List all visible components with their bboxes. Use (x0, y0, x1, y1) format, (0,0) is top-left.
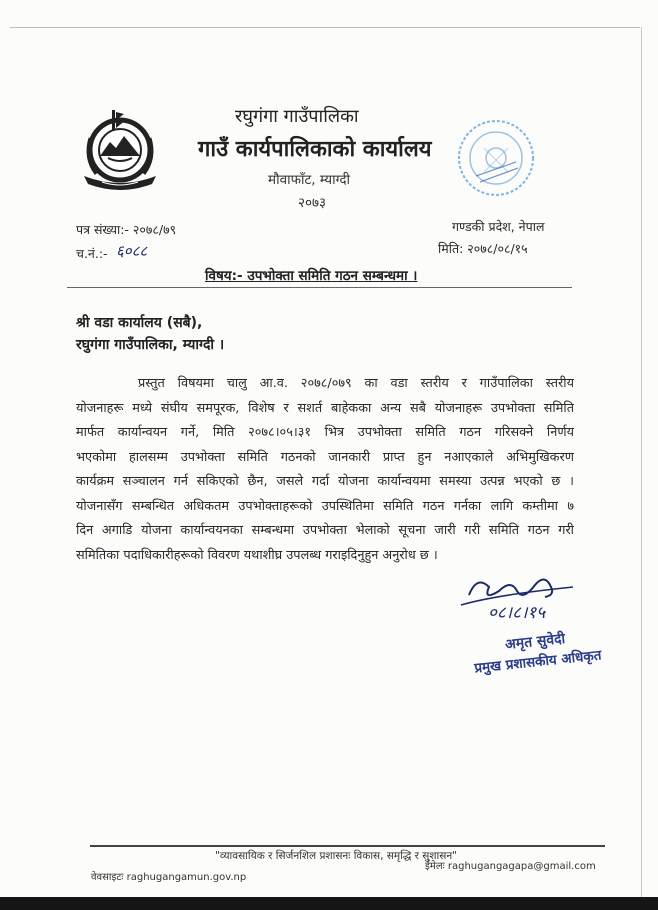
scan-edge (0, 897, 658, 910)
footer-slogan: "व्यावसायिक र सिर्जनशिल प्रशासनः विकास, समृद्धि र सुशासन" (215, 850, 457, 862)
right-border (641, 27, 642, 897)
footer-divider (90, 845, 605, 847)
office-title: गाउँ कार्यपालिकाको कार्यालय (198, 137, 432, 162)
established-year: २०७३ (298, 195, 327, 211)
body-line: कार्यक्रम सञ्चालन गर्न सकिएको छैन, जसले गर्दा योजना कार्यान्वयमा समस्या उत्पन्न भएको छ । (76, 474, 574, 489)
letter-body (76, 373, 574, 569)
nepal-emblem-icon (78, 98, 162, 194)
body-line: प्रस्तुत विषयमा चालु आ.व. २०७८/०७९ का वडा स्तरीय र गाउँपालिका स्तरीय (138, 376, 574, 391)
dispatch-number-label: च.नं.:- (76, 246, 108, 261)
body-line: समितिका पदाधिकारीहरूको विवरण यथाशीघ्र उपलब्ध गराइदिनुहुन अनुरोध छ । (76, 547, 438, 563)
province-label: गण्डकी प्रदेश, नेपाल (452, 219, 545, 234)
office-stamp-icon (454, 116, 538, 200)
body-line: भएकोमा हालसम्म उपभोक्ता समिति गठनको जानकारी प्राप्त हुन नआएकाले अभिमुखिकरण (76, 449, 574, 465)
municipality-name: रघुगंगा गाउँपालिका (235, 106, 359, 127)
letter-reference-number: पत्र संख्या:- २०७८/७९ (76, 222, 177, 237)
subject-divider (67, 287, 572, 288)
body-line: योजनाहरू मध्ये संघीय समपूरक, विशेष र सशर्त बाहेकका अन्य सबै योजनाहरू उपभोक्ता समिति (76, 400, 574, 416)
office-address: मौवाफाँट, म्याग्दी (268, 172, 351, 188)
body-line: मार्फत कार्यान्वयन गर्ने, मिति २०७८।०५।३१ भित्र उपभोक्ता समिति गठन गरिसक्ने निर्णय (76, 425, 574, 440)
body-line: दिन अगाडि योजना कार्यान्वयनका सम्बन्धमा उपभोक्ता भेलाको सूचना जारी गरी समिति गठन गरी (76, 523, 574, 538)
addressee-line-2: रघुगंगा गाउँपालिका, म्याग्दी । (76, 337, 225, 353)
signatory-name: अमृत सुवेदी (504, 630, 566, 654)
letter-subject: विषय:- उपभोक्ता समिति गठन सम्बन्धमा । (205, 268, 418, 284)
dispatch-number-value: ६०८८ (116, 242, 148, 260)
signature-date: ०८।८।१५ (488, 603, 546, 623)
letter-date: मिति: २०७८/०८/१५ (438, 241, 528, 256)
body-line: योजनासँग सम्बन्धित अधिकतम उपभोक्ताहरूको उपस्थितिमा समिति गठन गर्नका लागि कम्तीमा ७ (76, 498, 574, 514)
footer-email: ईमेलः raghugangagapa@gmail.com (425, 861, 596, 872)
addressee-line-1: श्री वडा कार्यालय (सबै), (76, 315, 203, 331)
top-border (10, 27, 640, 28)
signatory-title: प्रमुख प्रशासकीय अधिकृत (473, 647, 603, 677)
footer-website: वेवसाइटः raghugangamun.gov.np (91, 872, 247, 883)
